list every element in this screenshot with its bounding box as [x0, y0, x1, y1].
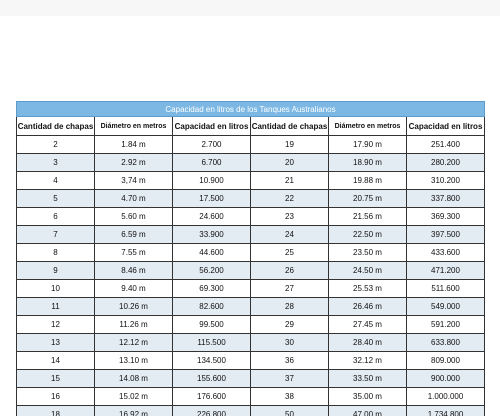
cell-capacidad: 6.700	[173, 154, 251, 172]
table-row	[17, 280, 485, 298]
cell-capacidad: 69.300	[173, 280, 251, 298]
cell-capacidad-2: 549.000	[407, 298, 485, 316]
cell-diametro: 14.08 m	[95, 370, 173, 388]
cell-cantidad-chapas-2: 36	[251, 352, 329, 370]
cell-diametro: 2.92 m	[95, 154, 173, 172]
table-row	[17, 226, 485, 244]
cell-diametro: 6.59 m	[95, 226, 173, 244]
cell-cantidad-chapas-2: 20	[251, 154, 329, 172]
cell-diametro: 4.70 m	[95, 190, 173, 208]
cell-diametro: 10.26 m	[95, 298, 173, 316]
header-diametro-metros-2: Diámetro en metros	[329, 117, 407, 136]
cell-diametro-2: 24.50 m	[329, 262, 407, 280]
cell-diametro: 15.02 m	[95, 388, 173, 406]
cell-diametro: 5.60 m	[95, 208, 173, 226]
cell-diametro: 12.12 m	[95, 334, 173, 352]
cell-diametro: 9.40 m	[95, 280, 173, 298]
cell-diametro-2: 21.56 m	[329, 208, 407, 226]
cell-cantidad-chapas: 10	[17, 280, 95, 298]
cell-diametro-2: 32.12 m	[329, 352, 407, 370]
cell-capacidad-2: 1.734.800	[407, 406, 485, 416]
table-caption: Capacidad en litros de los Tanques Australianos	[17, 102, 485, 117]
cell-capacidad: 134.500	[173, 352, 251, 370]
cell-diametro: 3,74 m	[95, 172, 173, 190]
table-row	[17, 208, 485, 226]
cell-cantidad-chapas-2: 25	[251, 244, 329, 262]
table-header-row	[17, 117, 485, 136]
cell-capacidad-2: 511.600	[407, 280, 485, 298]
cell-cantidad-chapas-2: 27	[251, 280, 329, 298]
cell-capacidad-2: 1.000.000	[407, 388, 485, 406]
cell-cantidad-chapas-2: 30	[251, 334, 329, 352]
cell-cantidad-chapas: 2	[17, 136, 95, 154]
cell-capacidad-2: 433.600	[407, 244, 485, 262]
cell-capacidad: 33.900	[173, 226, 251, 244]
table-body	[17, 136, 485, 416]
cell-capacidad: 115.500	[173, 334, 251, 352]
header-diametro-metros: Diámetro en metros	[95, 117, 173, 136]
capacity-table-container	[16, 101, 484, 416]
cell-cantidad-chapas: 3	[17, 154, 95, 172]
cell-cantidad-chapas: 14	[17, 352, 95, 370]
cell-cantidad-chapas: 7	[17, 226, 95, 244]
table-row	[17, 190, 485, 208]
cell-capacidad: 24.600	[173, 208, 251, 226]
table-row	[17, 136, 485, 154]
cell-diametro-2: 26.46 m	[329, 298, 407, 316]
cell-cantidad-chapas: 18	[17, 406, 95, 416]
cell-cantidad-chapas-2: 50	[251, 406, 329, 416]
cell-diametro: 11.26 m	[95, 316, 173, 334]
cell-diametro-2: 23.50 m	[329, 244, 407, 262]
header-capacidad-litros-2: Capacidad en litros	[407, 117, 485, 136]
cell-diametro-2: 33.50 m	[329, 370, 407, 388]
cell-diametro: 7.55 m	[95, 244, 173, 262]
cell-cantidad-chapas-2: 28	[251, 298, 329, 316]
cell-capacidad: 10.900	[173, 172, 251, 190]
cell-diametro-2: 17.90 m	[329, 136, 407, 154]
cell-cantidad-chapas-2: 37	[251, 370, 329, 388]
cell-diametro: 1.84 m	[95, 136, 173, 154]
cell-cantidad-chapas: 5	[17, 190, 95, 208]
cell-diametro-2: 19.88 m	[329, 172, 407, 190]
table-row	[17, 352, 485, 370]
header-capacidad-litros: Capacidad en litros	[173, 117, 251, 136]
table-row	[17, 406, 485, 416]
cell-cantidad-chapas-2: 29	[251, 316, 329, 334]
table-row	[17, 262, 485, 280]
table-row	[17, 370, 485, 388]
cell-diametro-2: 25.53 m	[329, 280, 407, 298]
cell-cantidad-chapas: 13	[17, 334, 95, 352]
cell-cantidad-chapas-2: 23	[251, 208, 329, 226]
cell-diametro: 16.92 m	[95, 406, 173, 416]
cell-cantidad-chapas: 4	[17, 172, 95, 190]
cell-capacidad: 155.600	[173, 370, 251, 388]
cell-diametro-2: 18.90 m	[329, 154, 407, 172]
cell-capacidad: 226.800	[173, 406, 251, 416]
cell-cantidad-chapas-2: 24	[251, 226, 329, 244]
cell-diametro-2: 47.00 m	[329, 406, 407, 416]
cell-diametro-2: 35.00 m	[329, 388, 407, 406]
cell-cantidad-chapas-2: 21	[251, 172, 329, 190]
cell-cantidad-chapas: 8	[17, 244, 95, 262]
table-row	[17, 298, 485, 316]
table-row	[17, 154, 485, 172]
cell-cantidad-chapas: 9	[17, 262, 95, 280]
cell-capacidad: 99.500	[173, 316, 251, 334]
cell-capacidad-2: 251.400	[407, 136, 485, 154]
table-row	[17, 316, 485, 334]
cell-capacidad: 56.200	[173, 262, 251, 280]
cell-capacidad-2: 471.200	[407, 262, 485, 280]
cell-capacidad: 176.600	[173, 388, 251, 406]
cell-capacidad-2: 280.200	[407, 154, 485, 172]
cell-cantidad-chapas: 6	[17, 208, 95, 226]
cell-capacidad-2: 591.200	[407, 316, 485, 334]
table-row	[17, 388, 485, 406]
top-bar	[0, 0, 500, 16]
cell-cantidad-chapas-2: 22	[251, 190, 329, 208]
cell-capacidad-2: 633.800	[407, 334, 485, 352]
cell-diametro: 8.46 m	[95, 262, 173, 280]
cell-capacidad-2: 900.000	[407, 370, 485, 388]
cell-capacidad: 17.500	[173, 190, 251, 208]
cell-cantidad-chapas: 15	[17, 370, 95, 388]
cell-diametro: 13.10 m	[95, 352, 173, 370]
cell-diametro-2: 28.40 m	[329, 334, 407, 352]
cell-capacidad-2: 310.200	[407, 172, 485, 190]
cell-capacidad-2: 397.500	[407, 226, 485, 244]
capacity-table	[16, 101, 485, 416]
cell-cantidad-chapas-2: 19	[251, 136, 329, 154]
cell-cantidad-chapas: 11	[17, 298, 95, 316]
cell-cantidad-chapas-2: 38	[251, 388, 329, 406]
cell-capacidad-2: 337.800	[407, 190, 485, 208]
cell-cantidad-chapas: 12	[17, 316, 95, 334]
table-row	[17, 172, 485, 190]
table-row	[17, 244, 485, 262]
header-cantidad-chapas-2: Cantidad de chapas	[251, 117, 329, 136]
cell-diametro-2: 20.75 m	[329, 190, 407, 208]
cell-capacidad-2: 369.300	[407, 208, 485, 226]
header-cantidad-chapas: Cantidad de chapas	[17, 117, 95, 136]
cell-cantidad-chapas-2: 26	[251, 262, 329, 280]
cell-diametro-2: 22.50 m	[329, 226, 407, 244]
table-caption-row	[17, 102, 485, 117]
cell-capacidad-2: 809.000	[407, 352, 485, 370]
cell-cantidad-chapas: 16	[17, 388, 95, 406]
table-row	[17, 334, 485, 352]
cell-capacidad: 82.600	[173, 298, 251, 316]
cell-diametro-2: 27.45 m	[329, 316, 407, 334]
cell-capacidad: 2.700	[173, 136, 251, 154]
cell-capacidad: 44.600	[173, 244, 251, 262]
